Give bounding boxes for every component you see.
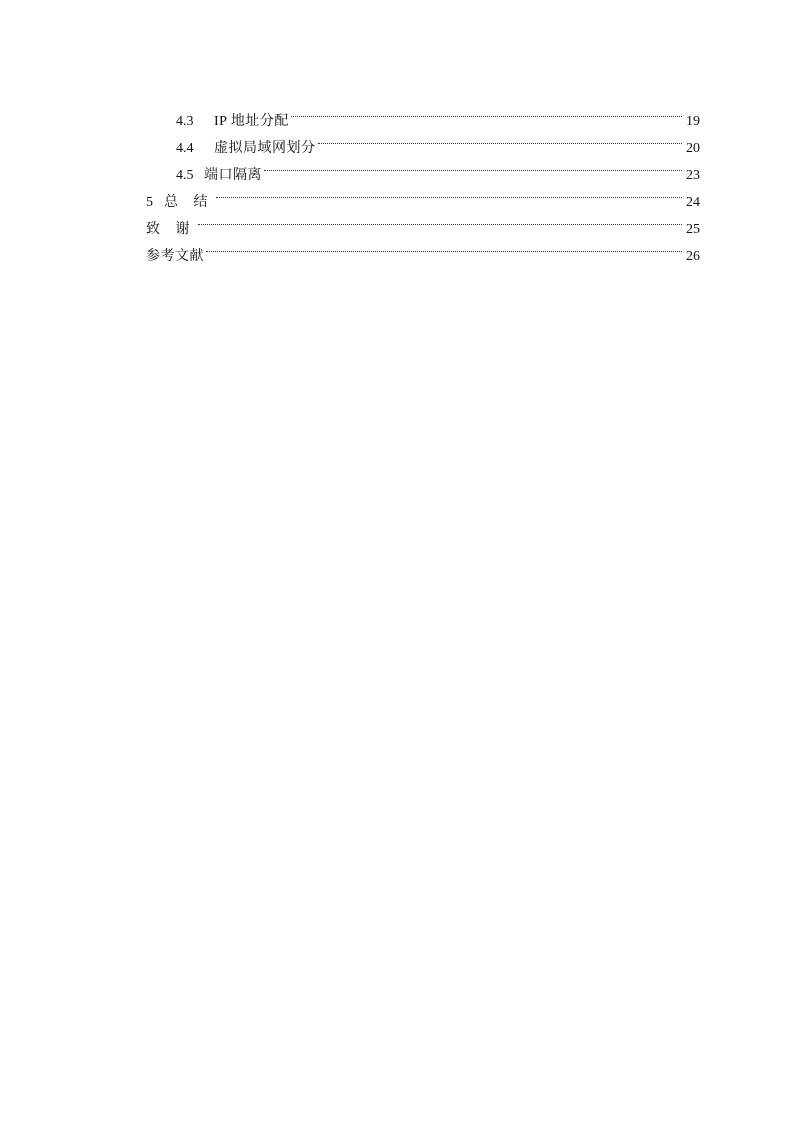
toc-entry-acknowledgements[interactable] xyxy=(146,206,700,237)
toc-dot-leader xyxy=(291,98,682,125)
toc-entry-5-summary[interactable] xyxy=(146,179,700,210)
toc-entry-references[interactable] xyxy=(146,233,700,264)
toc-dot-leader xyxy=(216,179,683,206)
toc-entry-number: 5 xyxy=(146,195,153,210)
toc-dot-leader xyxy=(318,125,683,152)
toc-dot-leader xyxy=(264,152,682,179)
toc-entry-number: 4.5 xyxy=(176,168,194,183)
toc-entry-number: 4.3 xyxy=(176,114,194,129)
toc-entry-title: 致 谢 xyxy=(146,222,196,237)
toc-entry-title: 端口隔离 xyxy=(204,168,262,183)
toc-entry-page-number: 25 xyxy=(686,222,700,237)
toc-entry-4-3[interactable] xyxy=(146,98,700,129)
toc-entry-page-number: 24 xyxy=(686,195,700,210)
toc-entry-title: 参考文献 xyxy=(146,249,204,264)
table-of-contents xyxy=(146,98,700,264)
toc-entry-page-number: 23 xyxy=(686,168,700,183)
toc-entry-title: IP 地址分配 xyxy=(214,114,289,129)
toc-entry-number: 4.4 xyxy=(176,141,194,156)
toc-entry-page-number: 26 xyxy=(686,249,700,264)
toc-entry-page-number: 19 xyxy=(686,114,700,129)
toc-entry-title: 虚拟局域网划分 xyxy=(214,141,316,156)
toc-entry-title: 总 结 xyxy=(164,195,214,210)
toc-entry-page-number: 20 xyxy=(686,141,700,156)
toc-dot-leader xyxy=(206,233,682,260)
toc-dot-leader xyxy=(198,206,683,233)
